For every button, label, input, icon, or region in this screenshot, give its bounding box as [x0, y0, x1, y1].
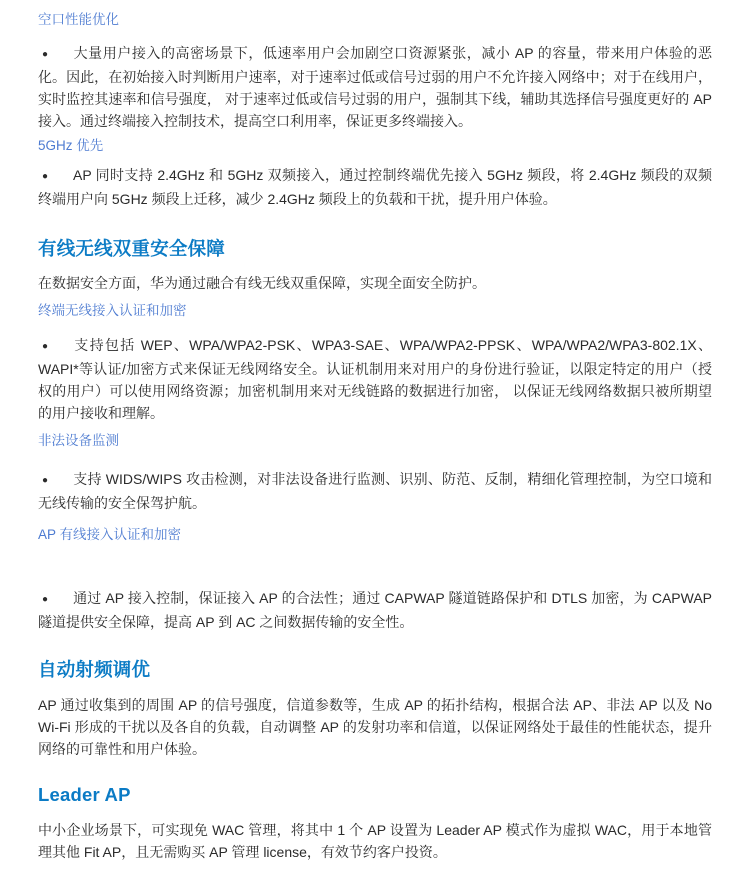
link-heading-5ghz-priority[interactable]: 5GHz 优先: [38, 138, 104, 153]
bullet-item-access-control: [38, 42, 712, 132]
bullet-icon: ●: [42, 171, 49, 182]
bullet-item-wids-wips: [38, 468, 712, 514]
bullet-item-ap-access-capwap: [38, 587, 712, 633]
section-heading-wired-wireless-security: 有线无线双重安全保障: [38, 238, 226, 259]
bullet-text: 大量用户接入的高密场景下，低速率用户会加剧空口资源紧张，减小 AP 的容量，带来用户体验的恶化。因此，在初始接入时判断用户速率，对于速率过低或信号过弱的用户不允许接入网络中；对于在线用户，实时监控其速率和信号强度， 对于速率过低或信号过弱的用户，强制其下线，辅助其选择信号强度更好的 AP 接入。通过终端接入控制技术，提高空口利用率，保证更多终端接入。: [38, 45, 712, 129]
bullet-item-auth-encryption: [38, 334, 712, 424]
bullet-text: 支持包括 WEP、WPA/WPA2-PSK、WPA3-SAE、WPA/WPA2-PPSK、WPA/WPA2/WPA3-802.1X、WAPI*等认证/加密方式来保证无线网络安全。认证机制用来对用户的身份进行验证，以限定特定的用户（授权的用户）可以使用网络资源；加密机制用来对无线链路的数据进行加密， 以保证无线网络数据只被所期望的用户接收和理解。: [38, 337, 712, 421]
link-heading-terminal-wireless-auth[interactable]: 终端无线接入认证和加密: [38, 303, 187, 318]
bullet-text: AP 同时支持 2.4GHz 和 5GHz 双频接入，通过控制终端优先接入 5GHz 频段，将 2.4GHz 频段的双频终端用户向 5GHz 频段上迁移，减少 2.4GHz 频段上的负载和干扰，提升用户体验。: [38, 167, 712, 207]
bullet-text: 支持 WIDS/WIPS 攻击检测，对非法设备进行监测、识别、防范、反制，精细化管理控制，为空口境和无线传输的安全保驾护航。: [38, 471, 712, 511]
section-heading-leader-ap: Leader AP: [38, 784, 131, 805]
link-heading-air-performance-optimization[interactable]: 空口性能优化: [38, 12, 119, 27]
bullet-icon: ●: [42, 475, 49, 486]
bullet-text: 通过 AP 接入控制，保证接入 AP 的合法性；通过 CAPWAP 隧道链路保护和 DTLS 加密，为 CAPWAP 隧道提供安全保障，提高 AP 到 AC 之间数据传输的安全性。: [38, 590, 712, 630]
bullet-icon: ●: [42, 594, 49, 605]
link-heading-rogue-device-monitoring[interactable]: 非法设备监测: [38, 433, 119, 448]
paragraph-auto-rf: AP 通过收集到的周围 AP 的信号强度，信道参数等，生成 AP 的拓扑结构，根据合法 AP、非法 AP 以及 No Wi-Fi 形成的干扰以及各自的负载，自动调整 AP 的发射功率和信道，以保证网络处于最佳的性能状态，提升网络的可靠性和用户体验。: [38, 697, 712, 757]
bullet-icon: ●: [42, 49, 49, 60]
bullet-icon: ●: [42, 341, 49, 352]
section-heading-auto-rf-tuning: 自动射频调优: [38, 659, 151, 680]
paragraph-leader-ap: 中小企业场景下，可实现免 WAC 管理，将其中 1 个 AP 设置为 Leader AP 模式作为虚拟 WAC，用于本地管理其他 Fit AP，且无需购买 AP 管理 license，有效节约客户投资。: [38, 822, 712, 860]
paragraph-security-intro: 在数据安全方面，华为通过融合有线无线双重保障，实现全面安全防护。: [38, 275, 486, 291]
bullet-item-5ghz-dualband: [38, 164, 712, 210]
link-heading-ap-wired-auth[interactable]: AP 有线接入认证和加密: [38, 527, 182, 542]
